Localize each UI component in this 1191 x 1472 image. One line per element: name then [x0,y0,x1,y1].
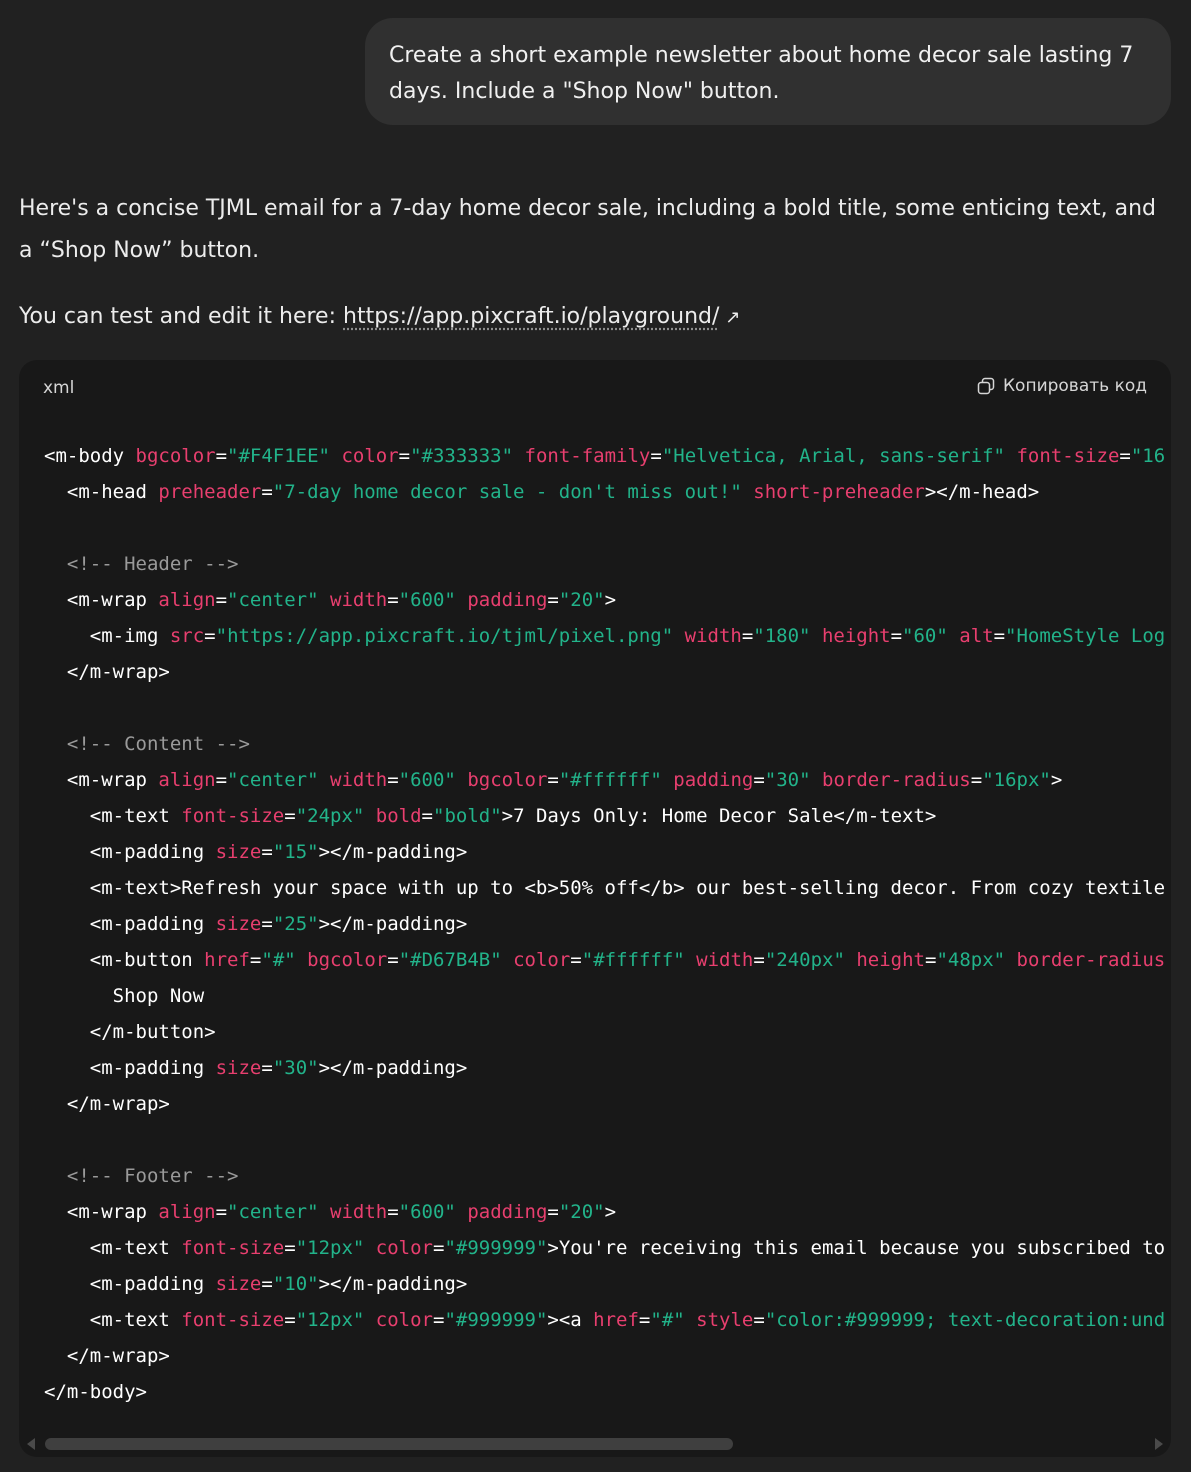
code-token: size [215,913,262,935]
code-token: = [924,949,937,971]
code-token: "16 [1130,445,1166,467]
code-token: "7-day home decor sale - don't miss out!" [272,481,742,503]
code-token: "color:#999999; text-decoration:und [764,1309,1166,1331]
code-token: font-size [181,805,285,827]
code-line [44,1122,1171,1158]
code-line [44,870,1171,906]
code-token: Shop Now [44,985,205,1007]
code-token: = [204,625,216,647]
code-token: </m-wrap> [44,1345,170,1367]
code-token: <!-- Header --> [44,553,239,575]
code-token: "#F4F1EE" [227,445,330,467]
code-token: short-preheader [753,481,925,503]
code-token: <b> [524,877,559,899]
code-token: ></m-padding> [318,913,468,935]
code-line [44,1374,1171,1410]
code-token: width [330,589,388,611]
code-token: padding [467,1201,548,1223]
code-token: style [696,1309,754,1331]
code-token: = [387,949,399,971]
code-token [673,625,684,647]
code-token: "Helvetica, Arial, sans-serif" [661,445,1005,467]
code-token: href [204,949,250,971]
code-token: "10" [272,1273,319,1295]
code-token: = [432,1237,445,1259]
code-token: "30" [272,1057,319,1079]
playground-link[interactable]: https://app.pixcraft.io/playground/ [343,304,720,329]
code-token: = [261,913,273,935]
code-token: = [387,1201,399,1223]
code-token: our best-selling decor. From cozy textile [684,877,1166,899]
code-token: = [890,625,903,647]
code-token: = [261,1273,273,1295]
code-token: font-family [524,445,651,467]
code-token [296,949,307,971]
code-token: href [593,1309,639,1331]
code-token: align [158,589,216,611]
code-token: "15" [272,841,319,863]
code-line [44,1230,1171,1266]
code-token: font-size [1016,445,1120,467]
code-token: preheader [158,481,262,503]
code-token [319,589,330,611]
code-token: ><a [547,1309,594,1331]
code-token: padding [467,589,548,611]
code-token: > [604,1201,617,1223]
code-token: Refresh your space with up to [181,877,525,899]
code-token: "#" [650,1309,685,1331]
code-token [1005,445,1016,467]
code-token: <m-button [44,949,205,971]
arrow-up-right-icon: ↗ [725,307,741,328]
code-token: <m-wrap [44,589,159,611]
code-token: font-size [181,1237,285,1259]
code-token: "16px" [982,769,1051,791]
code-token: "20" [558,589,605,611]
code-token: </m-text> [833,805,937,827]
code-token: = [215,769,228,791]
code-line [44,762,1171,798]
code-token: ></m-head> [924,481,1040,503]
code-token [456,769,467,791]
code-line [44,474,1171,510]
code-token: = [741,625,754,647]
code-token: = [547,769,559,791]
code-token: = [547,589,559,611]
code-token: "180" [753,625,811,647]
code-token: bold [375,805,422,827]
code-token [662,769,673,791]
code-token: 7 Days Only: Home Decor Sale [513,805,834,827]
code-token: <m-wrap [44,769,159,791]
code-line [44,1014,1171,1050]
code-token: = [284,1309,296,1331]
code-token: ></m-padding> [318,1057,468,1079]
code-token: </m-button> [44,1021,216,1043]
code-token: "12px" [295,1309,365,1331]
copy-icon [977,377,995,395]
code-token: "600" [398,1201,456,1223]
code-token: = [753,1309,765,1331]
code-token: "48px" [936,949,1006,971]
code-token: align [158,769,216,791]
code-token: <m-text [44,805,182,827]
code-language-label: xml [43,378,75,398]
code-token: width [684,625,742,647]
code-token: = [284,1237,296,1259]
code-token: "#333333" [410,445,514,467]
code-token: <m-padding [44,1273,216,1295]
code-token: <m-padding [44,913,216,935]
code-line [44,726,1171,762]
code-line [44,510,1171,546]
code-token: "600" [398,589,456,611]
code-token: <m-text> [44,877,182,899]
code-token: "center" [227,769,319,791]
code-token: color [375,1237,433,1259]
code-token: bgcolor [307,949,388,971]
code-token: bgcolor [135,445,216,467]
code-token [742,481,753,503]
copy-code-button[interactable] [977,376,1147,396]
code-line [44,546,1171,582]
code-token: = [387,589,399,611]
code-token: size [215,841,262,863]
code-token: color [375,1309,433,1331]
code-token: color [513,949,571,971]
code-token: size [215,1057,262,1079]
code-token [364,805,375,827]
code-token: = [398,445,411,467]
code-token: "#ffffff" [558,769,662,791]
code-token [456,589,467,611]
code-content[interactable] [44,438,1171,1410]
code-line [44,582,1171,618]
code-token: width [330,769,388,791]
code-token: color [341,445,399,467]
code-token: <m-text [44,1309,182,1331]
code-token: "24px" [295,805,365,827]
code-token: "HomeStyle Log [1005,625,1166,647]
code-token: = [570,949,582,971]
assistant-test-line [19,296,1169,339]
code-token: <m-padding [44,1057,216,1079]
code-token: = [421,805,433,827]
code-line [44,1194,1171,1230]
code-token: "25" [272,913,319,935]
code-token: = [753,949,765,971]
code-token: = [547,1201,559,1223]
horizontal-scrollbar[interactable] [19,1431,1171,1457]
code-line [44,1338,1171,1374]
code-line [44,654,1171,690]
scrollbar-thumb[interactable] [45,1438,733,1450]
code-token: width [330,1201,388,1223]
code-token: </m-wrap> [44,1093,170,1115]
code-line [44,1302,1171,1338]
code-token: > [604,589,617,611]
code-line [44,906,1171,942]
code-token: <!-- Footer --> [44,1165,239,1187]
code-token: "#D67B4B" [398,949,502,971]
code-token: You're receiving this email because you subscribed to [558,1237,1166,1259]
code-line [44,690,1171,726]
code-token: <m-body [44,445,136,467]
code-token [513,445,524,467]
code-token: = [993,625,1006,647]
code-token: = [432,1309,445,1331]
scroll-left-icon[interactable] [27,1438,35,1450]
code-token: <m-wrap [44,1201,159,1223]
scroll-right-icon[interactable] [1155,1438,1163,1450]
code-line [44,438,1171,474]
code-token: "60" [902,625,948,647]
code-line [44,834,1171,870]
test-line-prefix: You can test and edit it here: [19,304,343,329]
code-token: "#999999" [444,1309,548,1331]
code-token: border-radius [1016,949,1166,971]
code-token: = [261,841,273,863]
code-token [319,1201,330,1223]
code-token: "center" [227,589,319,611]
code-token [502,949,513,971]
code-token: > [1050,769,1063,791]
code-line [44,978,1171,1014]
code-token: = [284,805,296,827]
code-token: > [501,805,514,827]
code-token [319,769,330,791]
code-token: "#ffffff" [581,949,685,971]
code-token: > [547,1237,559,1259]
copy-code-label: Копировать код [1002,376,1147,396]
code-token: bgcolor [467,769,548,791]
code-token: "https://app.pixcraft.io/tjml/pixel.png" [215,625,674,647]
code-token: src [169,625,205,647]
code-token [685,1309,696,1331]
code-token: = [261,1057,273,1079]
code-token: = [215,1201,228,1223]
code-token: = [387,769,399,791]
code-token: </m-wrap> [44,661,170,683]
code-token: ></m-padding> [318,841,468,863]
code-token: size [215,1273,262,1295]
code-token [811,625,822,647]
code-token: height [856,949,925,971]
code-token: <m-padding [44,841,216,863]
code-token: = [215,589,228,611]
code-token: ></m-padding> [318,1273,468,1295]
code-token: "bold" [433,805,502,827]
code-token: = [638,1309,651,1331]
code-token: "#" [261,949,296,971]
code-token: = [215,445,228,467]
code-line [44,942,1171,978]
code-token: "20" [558,1201,605,1223]
code-token [364,1309,375,1331]
code-token: "center" [227,1201,319,1223]
code-token [1005,949,1016,971]
code-token: border-radius [822,769,971,791]
code-token: <!-- Content --> [44,733,250,755]
code-token: "240px" [764,949,845,971]
code-line [44,618,1171,654]
code-token: width [696,949,754,971]
code-token: = [1119,445,1131,467]
code-token [685,949,696,971]
code-token: "#999999" [444,1237,548,1259]
code-token [330,445,341,467]
code-token: </b> [638,877,685,899]
assistant-intro-text: Here's a concise TJML email for a 7-day home decor sale, including a bold title, some enticing text, and a “Shop Now” button. [19,196,1156,263]
user-message-bubble: Create a short example newsletter about home decor sale lasting 7 days. Include a "Shop Now" button. [365,18,1171,125]
code-token: padding [673,769,754,791]
code-line [44,1050,1171,1086]
code-token: </m-body> [44,1381,147,1403]
code-token [456,1201,467,1223]
code-token: "30" [764,769,811,791]
code-token: = [970,769,983,791]
code-token [364,1237,375,1259]
code-token: font-size [181,1309,285,1331]
code-token: 50% off [558,877,639,899]
code-token: = [249,949,262,971]
code-token: <m-text [44,1237,182,1259]
code-line [44,1158,1171,1194]
code-line [44,798,1171,834]
code-token [845,949,856,971]
code-token: = [261,481,273,503]
code-token [948,625,959,647]
code-token: alt [959,625,994,647]
code-block [19,360,1171,1457]
code-token: "12px" [295,1237,365,1259]
code-token: = [753,769,765,791]
code-token: <m-img [44,625,170,647]
code-token: = [650,445,662,467]
code-line [44,1266,1171,1302]
code-token: "600" [398,769,456,791]
code-token: <m-head [44,481,159,503]
code-token: align [158,1201,216,1223]
code-line [44,1086,1171,1122]
code-token [811,769,822,791]
code-token: height [821,625,891,647]
